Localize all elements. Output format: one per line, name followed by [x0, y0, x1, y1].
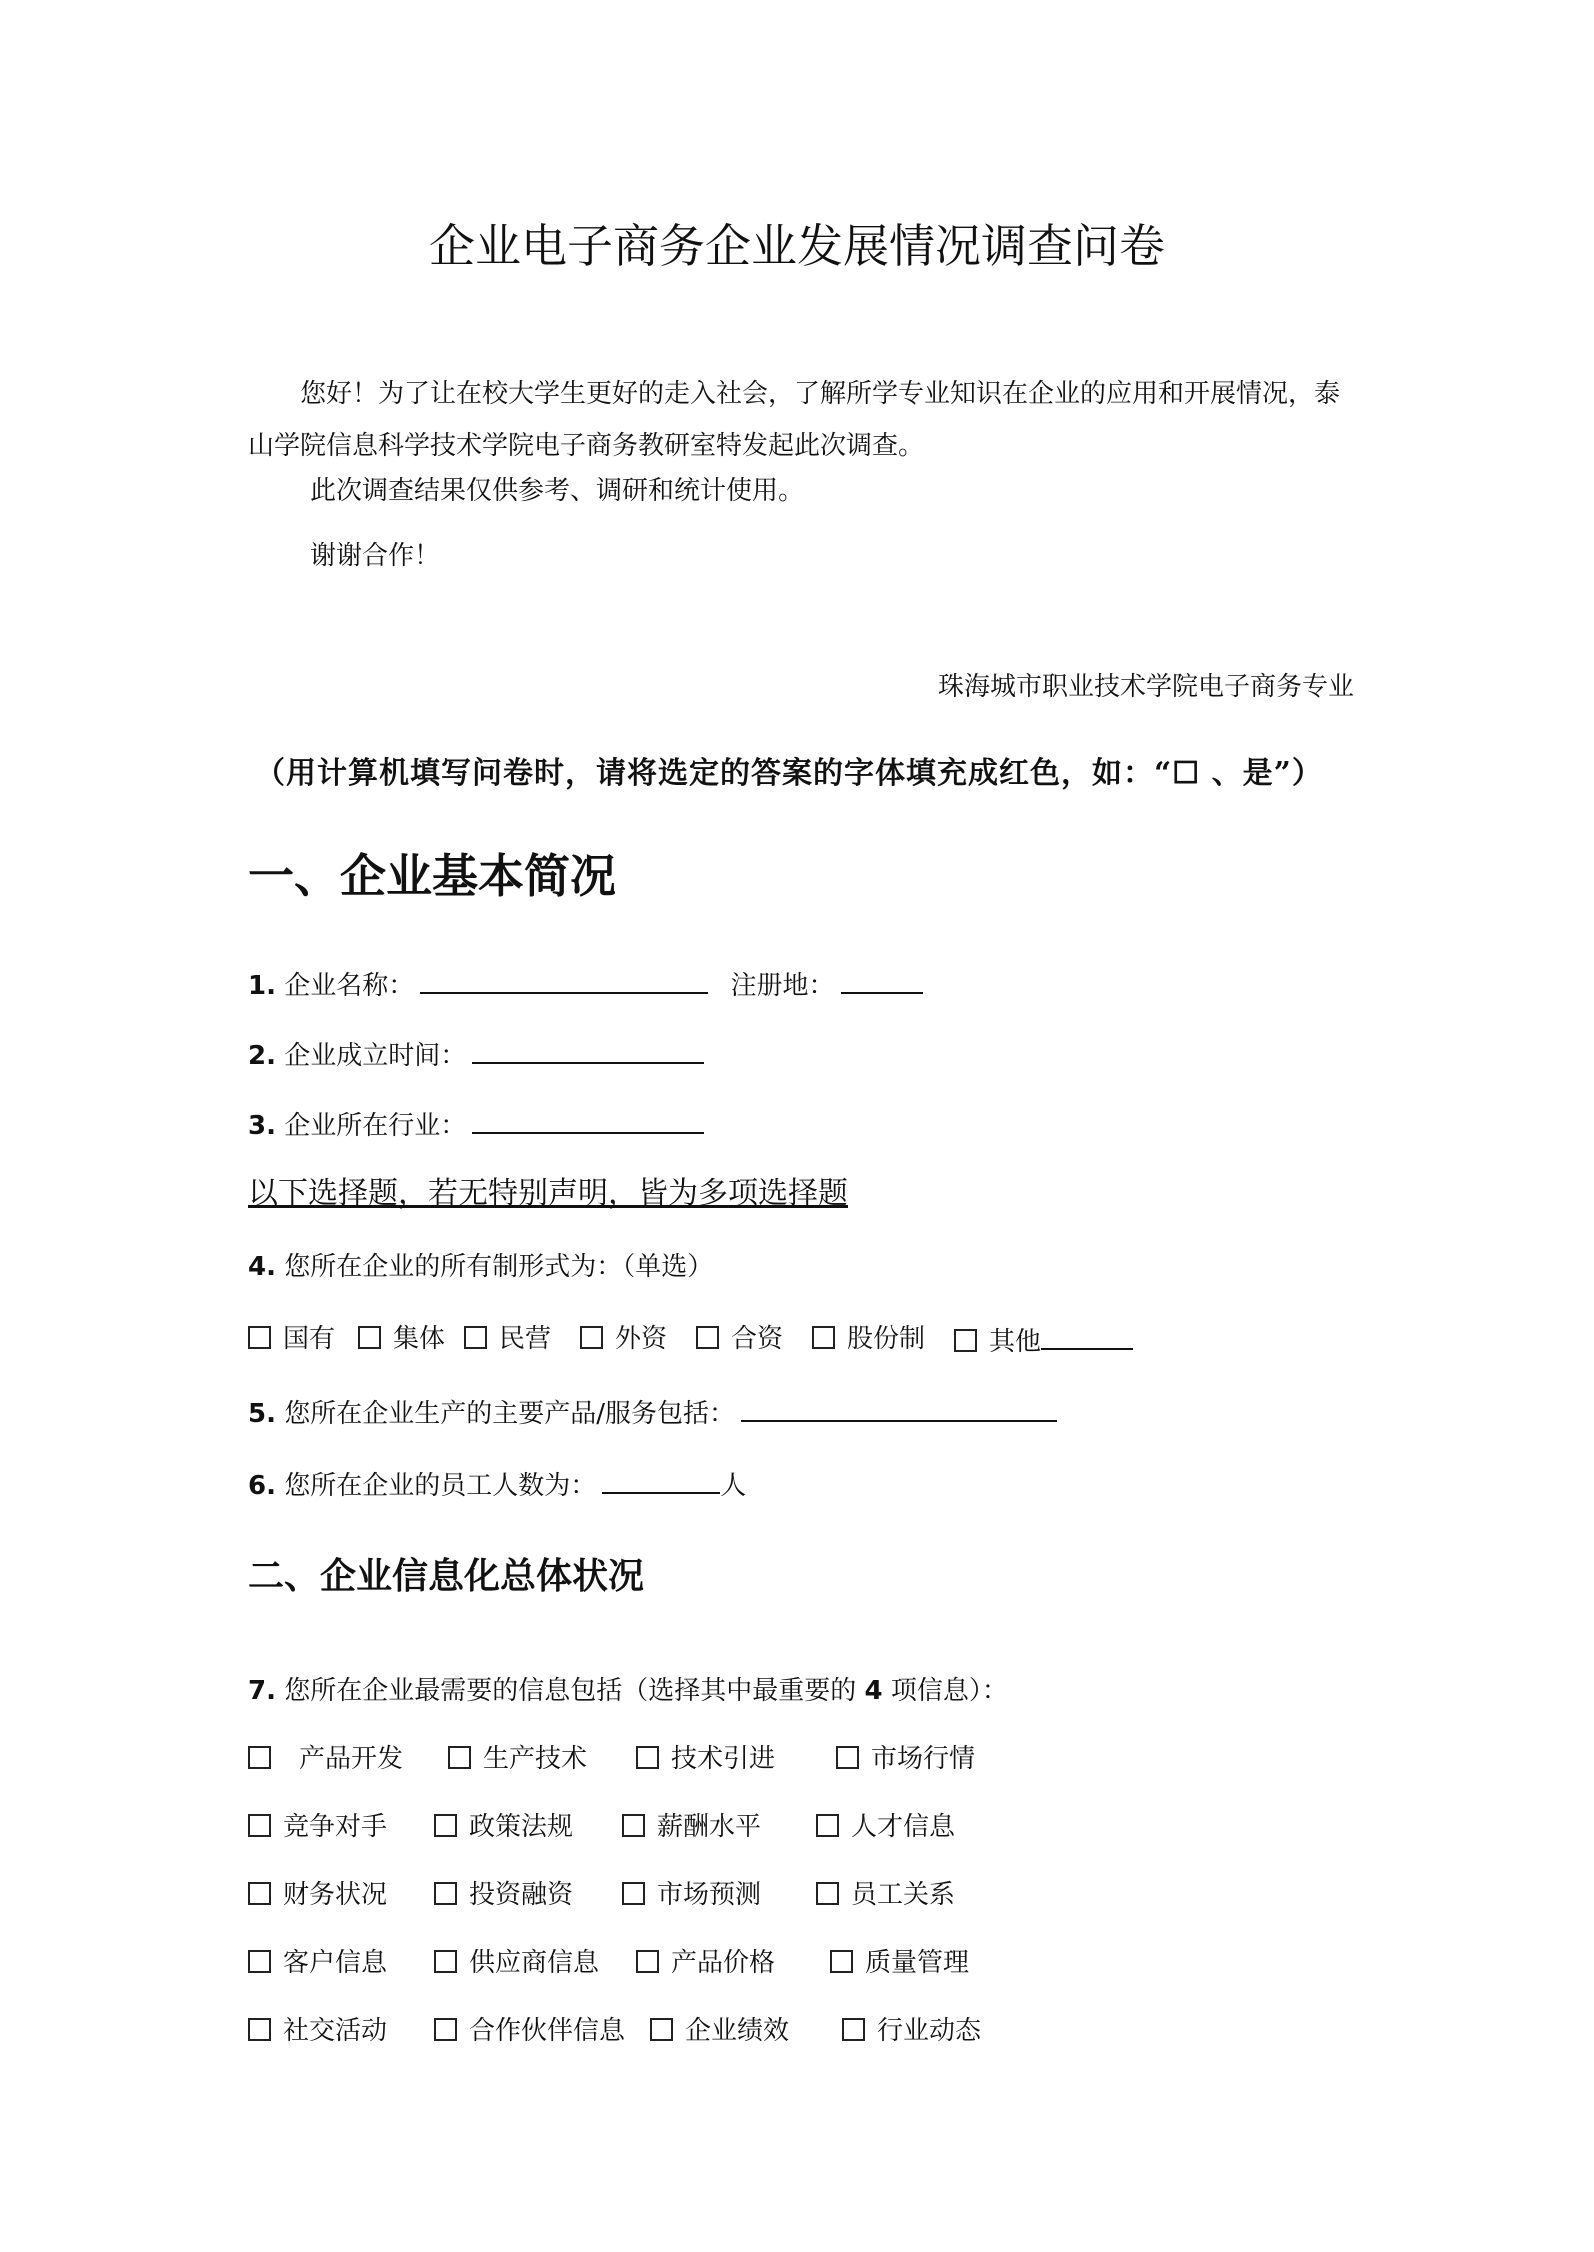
- multi-choice-note: 以下选择题，若无特别声明，皆为多项选择题: [248, 1176, 848, 1211]
- option-checkbox[interactable]: 市场行情: [836, 1738, 975, 1775]
- question-text: 您所在企业的所有制形式为：（单选）: [284, 1252, 714, 1282]
- checkbox-icon: [836, 1746, 859, 1769]
- intro-paragraph: 您好！为了让在校大学生更好的走入社会，了解所学专业知识在企业的应用和开展情况，泰山学院信息科学技术学院电子商务教研室特发起此次调查。: [248, 379, 1341, 461]
- option-checkbox[interactable]: 股份制: [812, 1318, 925, 1355]
- company-name-field[interactable]: [420, 962, 708, 994]
- option-checkbox[interactable]: 国有: [248, 1318, 335, 1355]
- registration-label: 注册地：: [730, 971, 835, 1001]
- checkbox-icon: [248, 2018, 271, 2041]
- question-text: 企业名称：: [284, 971, 415, 1001]
- checkbox-icon: [830, 1950, 853, 1973]
- checkbox-icon: [248, 1882, 271, 1905]
- ownership-options: [248, 1318, 1348, 1357]
- checkbox-icon: [434, 1882, 457, 1905]
- question-number: 7.: [248, 1676, 276, 1706]
- question-number: 2.: [248, 1041, 276, 1071]
- intro-usage-note: 此次调查结果仅供参考、调研和统计使用。: [310, 476, 805, 506]
- checkbox-icon: [358, 1326, 381, 1349]
- option-checkbox[interactable]: 薪酬水平: [622, 1806, 761, 1843]
- question-number: 6.: [248, 1471, 276, 1501]
- option-checkbox[interactable]: 生产技术: [448, 1738, 587, 1775]
- checkbox-icon: [580, 1326, 603, 1349]
- checkbox-icon: [248, 1326, 271, 1349]
- intro-thanks: 谢谢合作！: [310, 541, 441, 571]
- question-number: 3.: [248, 1111, 276, 1141]
- industry-field[interactable]: [472, 1102, 704, 1134]
- checkbox-icon: [650, 2018, 673, 2041]
- option-checkbox[interactable]: 行业动态: [842, 2010, 981, 2047]
- option-checkbox[interactable]: 市场预测: [622, 1874, 761, 1911]
- checkbox-icon: [636, 1950, 659, 1973]
- checkbox-icon: [448, 1746, 471, 1769]
- info-options-row: [248, 2010, 1348, 2044]
- question-text: 您所在企业的员工人数为：: [284, 1471, 597, 1501]
- question-7: [248, 1670, 1008, 1707]
- option-checkbox[interactable]: 客户信息: [248, 1942, 387, 1979]
- intro-block: [248, 368, 1358, 472]
- checkbox-icon: [464, 1326, 487, 1349]
- option-checkbox[interactable]: 技术引进: [636, 1738, 775, 1775]
- checkbox-icon: [696, 1326, 719, 1349]
- unit-label: 人: [720, 1471, 747, 1501]
- employee-count-field[interactable]: [602, 1462, 720, 1494]
- checkbox-icon: [842, 2018, 865, 2041]
- option-checkbox[interactable]: 投资融资: [434, 1874, 573, 1911]
- checkbox-icon: [622, 1882, 645, 1905]
- fill-instruction: （用计算机填写问卷时，请将选定的答案的字体填充成红色，如：“☐ 、是”）: [255, 756, 1323, 791]
- page-title: 企业电子商务企业发展情况调查问卷: [429, 219, 1165, 273]
- option-checkbox[interactable]: 员工关系: [816, 1874, 955, 1911]
- checkbox-icon: [816, 1814, 839, 1837]
- checkbox-icon: [812, 1326, 835, 1349]
- option-checkbox[interactable]: 外资: [580, 1318, 667, 1355]
- option-checkbox[interactable]: 社交活动: [248, 2010, 387, 2047]
- checkbox-icon: [248, 1814, 271, 1837]
- option-checkbox[interactable]: 民营: [464, 1318, 551, 1355]
- question-number: 4.: [248, 1252, 276, 1282]
- registration-field[interactable]: [841, 962, 923, 994]
- other-field[interactable]: [1041, 1318, 1133, 1350]
- signature: 珠海城市职业技术学院电子商务专业: [937, 672, 1354, 702]
- products-field[interactable]: [741, 1390, 1057, 1422]
- checkbox-icon: [248, 1746, 271, 1769]
- option-checkbox[interactable]: 产品价格: [636, 1942, 775, 1979]
- option-checkbox[interactable]: 质量管理: [830, 1942, 969, 1979]
- question-1: [248, 962, 923, 1002]
- option-checkbox[interactable]: 集体: [358, 1318, 445, 1355]
- option-checkbox[interactable]: 竞争对手: [248, 1806, 387, 1843]
- question-text: 企业所在行业：: [284, 1111, 467, 1141]
- question-6: [248, 1462, 746, 1502]
- option-checkbox[interactable]: 其他: [954, 1318, 1133, 1358]
- checkbox-icon: [434, 1814, 457, 1837]
- option-checkbox[interactable]: 财务状况: [248, 1874, 387, 1911]
- question-text: 企业成立时间：: [284, 1041, 467, 1071]
- info-options-row: [248, 1942, 1348, 1976]
- question-5: [248, 1390, 1057, 1430]
- option-checkbox[interactable]: 人才信息: [816, 1806, 955, 1843]
- question-text-tail: 项信息）：: [890, 1676, 1008, 1706]
- question-2: [248, 1032, 704, 1072]
- option-checkbox[interactable]: 企业绩效: [650, 2010, 789, 2047]
- question-number: 1.: [248, 971, 276, 1001]
- question-3: [248, 1102, 704, 1142]
- checkbox-icon: [622, 1814, 645, 1837]
- option-checkbox[interactable]: 政策法规: [434, 1806, 573, 1843]
- question-4: [248, 1246, 713, 1283]
- option-checkbox[interactable]: 供应商信息: [434, 1942, 599, 1979]
- checkbox-icon: [954, 1329, 977, 1352]
- checkbox-icon: [434, 1950, 457, 1973]
- info-options-row: [248, 1738, 1348, 1772]
- info-options-row: [248, 1874, 1348, 1908]
- section-heading-basic: 一、企业基本简况: [248, 849, 616, 903]
- section-heading-informatization: 二、企业信息化总体状况: [248, 1556, 645, 1597]
- checkbox-icon: [636, 1746, 659, 1769]
- question-count: 4: [864, 1676, 883, 1706]
- option-checkbox[interactable]: 产品开发: [248, 1738, 403, 1775]
- question-text: 您所在企业生产的主要产品/服务包括：: [284, 1399, 735, 1429]
- founding-date-field[interactable]: [472, 1032, 704, 1064]
- info-options-row: [248, 1806, 1348, 1840]
- option-checkbox[interactable]: 合资: [696, 1318, 783, 1355]
- question-text: 您所在企业最需要的信息包括（选择其中最重要的: [284, 1676, 857, 1706]
- checkbox-icon: [248, 1950, 271, 1973]
- question-number: 5.: [248, 1399, 276, 1429]
- checkbox-icon: [434, 2018, 457, 2041]
- checkbox-icon: [816, 1882, 839, 1905]
- option-checkbox[interactable]: 合作伙伴信息: [434, 2010, 625, 2047]
